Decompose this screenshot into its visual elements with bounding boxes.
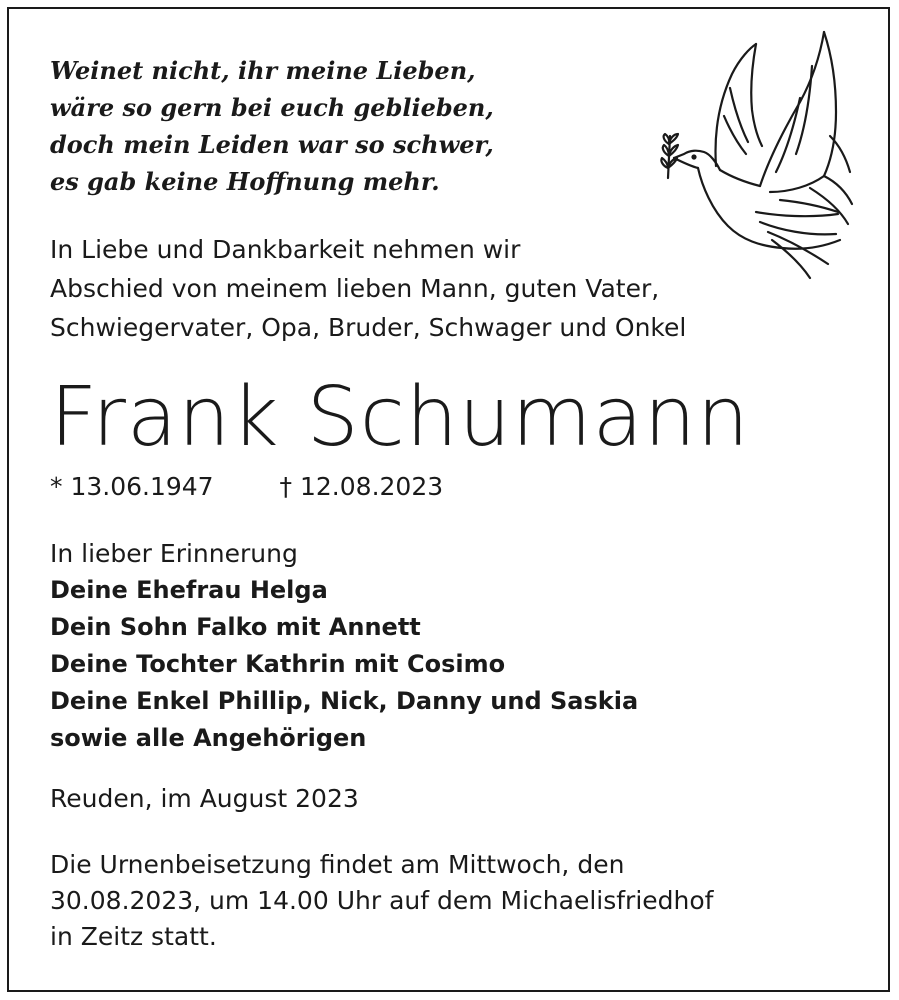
family-member-line: Deine Ehefrau Helga: [50, 576, 328, 604]
poem-line: doch mein Leiden war so schwer,: [50, 130, 494, 159]
deceased-name: Frank Schumann: [50, 370, 750, 465]
dove-icon: [660, 26, 855, 286]
burial-line: in Zeitz statt.: [50, 922, 217, 951]
poem-line: wäre so gern bei euch geblieben,: [50, 93, 494, 122]
birth-date: * 13.06.1947: [50, 472, 214, 501]
life-dates: [50, 470, 443, 504]
poem: [50, 52, 494, 200]
family-member-line: Deine Enkel Phillip, Nick, Danny und Saskia: [50, 687, 639, 715]
family-member-line: Dein Sohn Falko mit Annett: [50, 613, 421, 641]
memory-heading: In lieber Erinnerung: [50, 539, 298, 568]
intro-text: [50, 230, 686, 347]
memory-section: [50, 535, 638, 757]
intro-line: Schwiegervater, Opa, Bruder, Schwager und Onkel: [50, 313, 687, 342]
place-date: Reuden, im August 2023: [50, 784, 359, 813]
family-member-line: sowie alle Angehörigen: [50, 724, 367, 752]
poem-line: es gab keine Hoffnung mehr.: [50, 167, 440, 196]
burial-notice: [50, 847, 713, 955]
burial-line: Die Urnenbeisetzung findet am Mittwoch, den: [50, 850, 625, 879]
family-member-line: Deine Tochter Kathrin mit Cosimo: [50, 650, 506, 678]
burial-line: 30.08.2023, um 14.00 Uhr auf dem Michaelisfriedhof: [50, 886, 714, 915]
intro-line: Abschied von meinem lieben Mann, guten Vater,: [50, 274, 660, 303]
intro-line: In Liebe und Dankbarkeit nehmen wir: [50, 235, 521, 264]
poem-line: Weinet nicht, ihr meine Lieben,: [50, 56, 476, 85]
death-date: † 12.08.2023: [279, 472, 444, 501]
